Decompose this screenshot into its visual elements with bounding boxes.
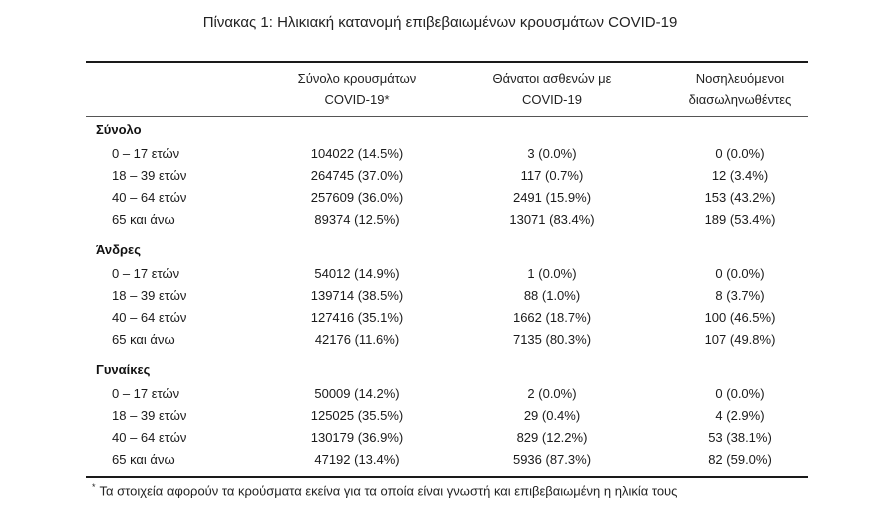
intubated-cell: 100 (46.5%) xyxy=(704,310,776,325)
intubated-cell: 107 (49.8%) xyxy=(704,332,776,347)
age-cell: 65 και άνω xyxy=(112,212,175,227)
deaths-cell: 2491 (15.9%) xyxy=(512,190,592,205)
cases-cell: 104022 (14.5%) xyxy=(310,146,404,161)
age-cell: 65 και άνω xyxy=(112,332,175,347)
age-cell: 18 – 39 ετών xyxy=(112,168,187,183)
deaths-cell: 1662 (18.7%) xyxy=(512,310,592,325)
deaths-cell: 29 (0.4%) xyxy=(523,408,581,423)
header-intubated-line1: Νοσηλευόμενοι xyxy=(695,71,785,86)
deaths-cell: 5936 (87.3%) xyxy=(512,452,592,467)
deaths-cell: 829 (12.2%) xyxy=(516,430,588,445)
intubated-cell: 189 (53.4%) xyxy=(704,212,776,227)
intubated-cell: 0 (0.0%) xyxy=(715,386,765,401)
intubated-cell: 12 (3.4%) xyxy=(711,168,769,183)
cases-cell: 139714 (38.5%) xyxy=(310,288,404,303)
cases-cell: 125025 (35.5%) xyxy=(310,408,404,423)
intubated-cell: 4 (2.9%) xyxy=(715,408,765,423)
deaths-cell: 3 (0.0%) xyxy=(527,146,577,161)
table-title: Πίνακας 1: Ηλικιακή κατανομή επιβεβαιωμένων κρουσμάτων COVID-19 xyxy=(202,14,678,31)
header-total-cases-line1: Σύνολο κρουσμάτων xyxy=(297,71,417,86)
cases-cell: 54012 (14.9%) xyxy=(314,266,400,281)
table-row xyxy=(0,430,880,452)
deaths-cell: 88 (1.0%) xyxy=(523,288,581,303)
header-intubated-line2: διασωληνωθέντες xyxy=(688,92,792,107)
cases-cell: 47192 (13.4%) xyxy=(314,452,400,467)
header-rule xyxy=(86,116,808,117)
cases-cell: 130179 (36.9%) xyxy=(310,430,404,445)
deaths-cell: 13071 (83.4%) xyxy=(509,212,595,227)
intubated-cell: 82 (59.0%) xyxy=(708,452,772,467)
intubated-cell: 0 (0.0%) xyxy=(715,146,765,161)
footnote-marker: * xyxy=(92,482,96,492)
table-row xyxy=(0,288,880,310)
age-cell: 0 – 17 ετών xyxy=(112,266,180,281)
deaths-cell: 7135 (80.3%) xyxy=(512,332,592,347)
header-intubated xyxy=(650,68,830,110)
cases-cell: 127416 (35.1%) xyxy=(310,310,404,325)
intubated-cell: 0 (0.0%) xyxy=(715,266,765,281)
table-row xyxy=(0,452,880,474)
age-cell: 40 – 64 ετών xyxy=(112,310,187,325)
age-cell: 65 και άνω xyxy=(112,452,175,467)
header-total-cases xyxy=(262,68,452,110)
cases-cell: 264745 (37.0%) xyxy=(310,168,404,183)
section-title: Σύνολο xyxy=(96,122,142,137)
top-rule xyxy=(86,61,808,63)
table-row xyxy=(0,146,880,168)
intubated-cell: 153 (43.2%) xyxy=(704,190,776,205)
table-row xyxy=(0,168,880,190)
header-total-cases-line2: COVID-19* xyxy=(324,92,390,107)
bottom-rule xyxy=(86,476,808,478)
cases-cell: 42176 (11.6%) xyxy=(314,332,400,347)
header-deaths-line2: COVID-19 xyxy=(522,92,582,107)
footnote xyxy=(92,482,677,498)
section-title: Άνδρες xyxy=(96,242,141,257)
table-row xyxy=(0,266,880,288)
footnote-text: Τα στοιχεία αφορούν τα κρούσματα εκείνα για τα οποία είναι γνωστή και επιβεβαιωμένη η ηλικία τους xyxy=(99,483,678,499)
deaths-cell: 117 (0.7%) xyxy=(520,168,584,183)
cases-cell: 257609 (36.0%) xyxy=(310,190,404,205)
table-row xyxy=(0,408,880,430)
deaths-cell: 2 (0.0%) xyxy=(527,386,577,401)
intubated-cell: 53 (38.1%) xyxy=(708,430,772,445)
header-deaths-line1: Θάνατοι ασθενών με xyxy=(492,71,612,86)
header-deaths xyxy=(462,68,642,110)
intubated-cell: 8 (3.7%) xyxy=(715,288,765,303)
cases-cell: 89374 (12.5%) xyxy=(314,212,400,227)
table-row xyxy=(0,310,880,332)
section-title: Γυναίκες xyxy=(96,362,151,377)
age-cell: 0 – 17 ετών xyxy=(112,386,180,401)
age-cell: 0 – 17 ετών xyxy=(112,146,180,161)
table-row xyxy=(0,332,880,354)
cases-cell: 50009 (14.2%) xyxy=(314,386,400,401)
age-cell: 18 – 39 ετών xyxy=(112,408,187,423)
age-cell: 40 – 64 ετών xyxy=(112,430,187,445)
deaths-cell: 1 (0.0%) xyxy=(527,266,577,281)
age-cell: 18 – 39 ετών xyxy=(112,288,187,303)
table-row xyxy=(0,212,880,234)
table-row xyxy=(0,190,880,212)
table-row xyxy=(0,386,880,408)
age-cell: 40 – 64 ετών xyxy=(112,190,187,205)
